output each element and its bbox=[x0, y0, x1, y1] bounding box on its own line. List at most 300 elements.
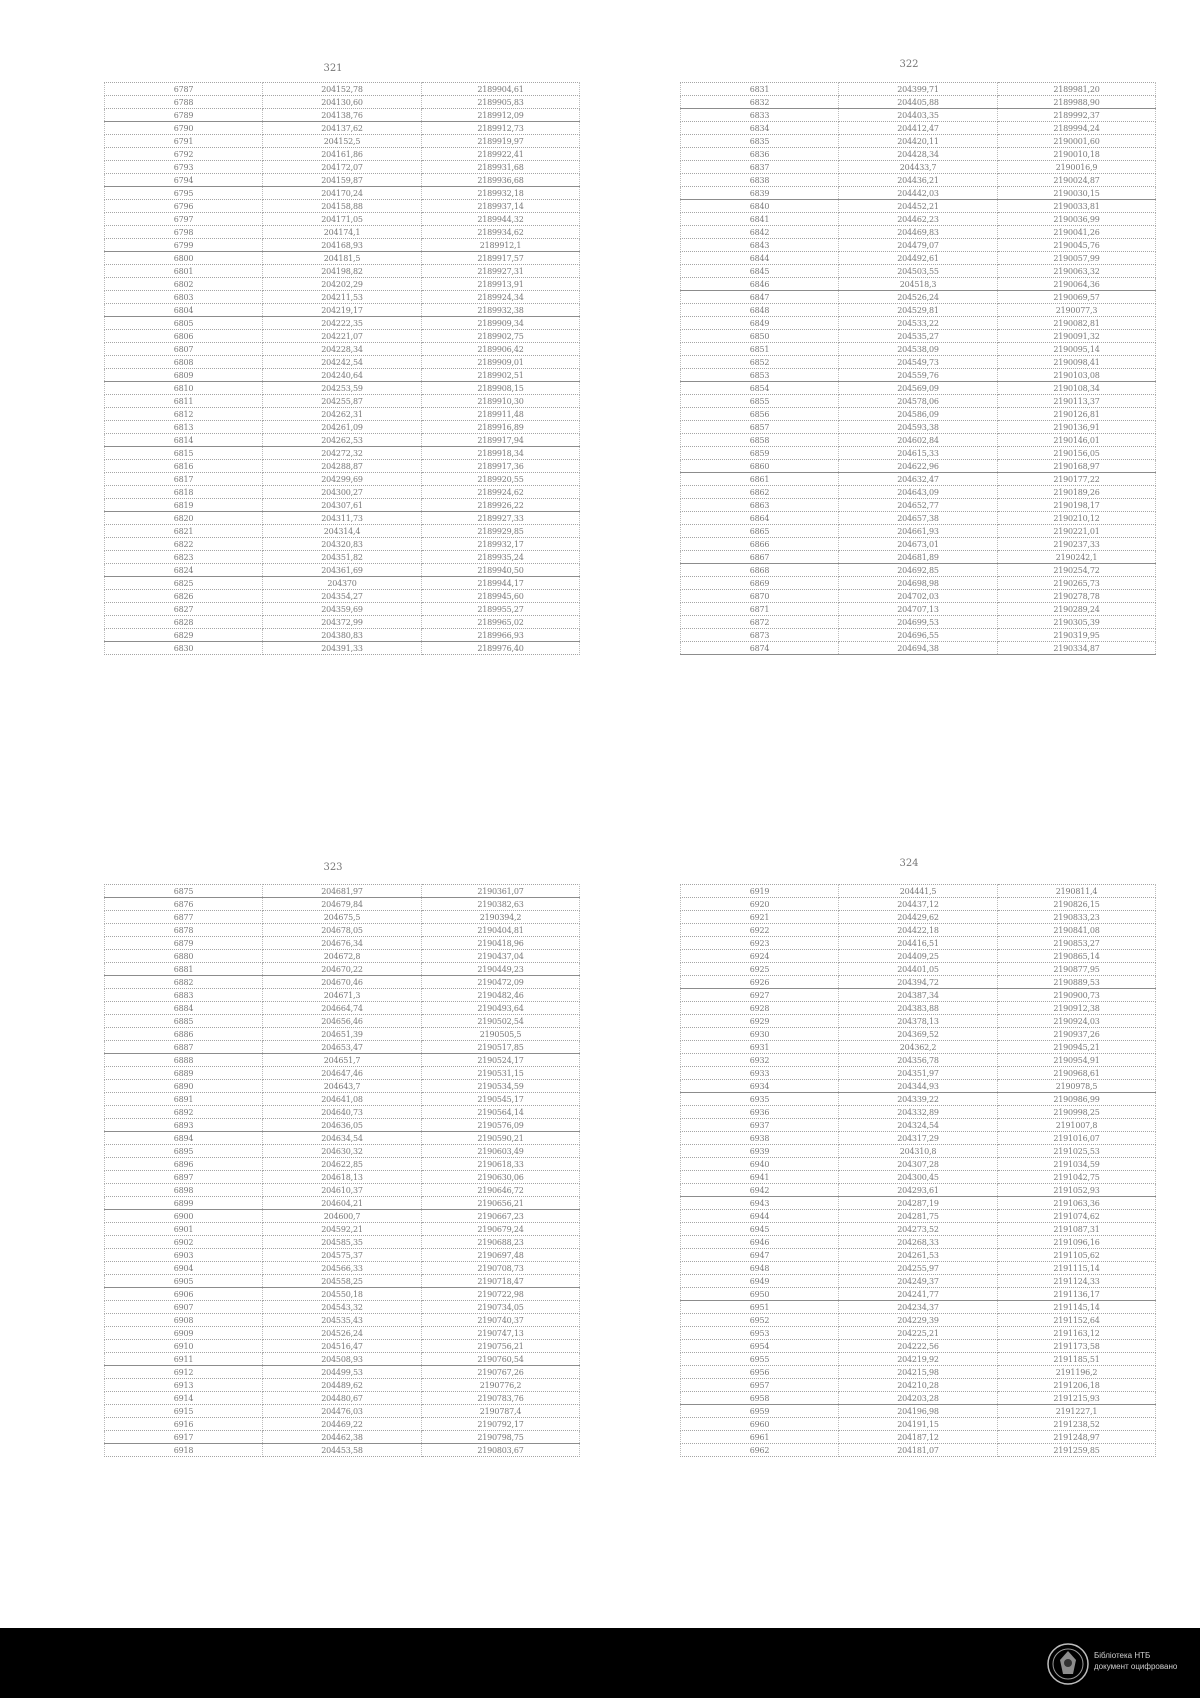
y-coordinate-cell: 2190688,23 bbox=[422, 1236, 580, 1249]
point-number-cell: 6818 bbox=[105, 486, 263, 499]
y-coordinate-cell: 2189934,62 bbox=[422, 226, 580, 239]
y-coordinate-cell: 2190057,99 bbox=[998, 252, 1156, 265]
point-number-cell: 6953 bbox=[681, 1327, 839, 1340]
point-number-cell: 6904 bbox=[105, 1262, 263, 1275]
y-coordinate-cell: 2190841,08 bbox=[998, 924, 1156, 937]
point-number-cell: 6931 bbox=[681, 1041, 839, 1054]
y-coordinate-cell: 2189966,93 bbox=[422, 629, 580, 642]
table-row bbox=[105, 174, 580, 187]
x-coordinate-cell: 204181,07 bbox=[839, 1444, 998, 1457]
table-row bbox=[681, 1145, 1156, 1158]
x-coordinate-cell: 204469,22 bbox=[263, 1418, 422, 1431]
table-row bbox=[681, 1431, 1156, 1444]
table-row bbox=[681, 460, 1156, 473]
point-number-cell: 6800 bbox=[105, 252, 263, 265]
table-row bbox=[105, 408, 580, 421]
table-row bbox=[681, 447, 1156, 460]
x-coordinate-cell: 204262,31 bbox=[263, 408, 422, 421]
table-row bbox=[105, 278, 580, 291]
point-number-cell: 6875 bbox=[105, 885, 263, 898]
y-coordinate-cell: 2190472,09 bbox=[422, 976, 580, 989]
x-coordinate-cell: 204476,03 bbox=[263, 1405, 422, 1418]
y-coordinate-cell: 2190126,81 bbox=[998, 408, 1156, 421]
table-row bbox=[681, 950, 1156, 963]
table-row bbox=[105, 1015, 580, 1028]
point-number-cell: 6915 bbox=[105, 1405, 263, 1418]
table-row bbox=[681, 421, 1156, 434]
table-row bbox=[681, 538, 1156, 551]
x-coordinate-cell: 204255,97 bbox=[839, 1262, 998, 1275]
x-coordinate-cell: 204351,82 bbox=[263, 551, 422, 564]
y-coordinate-cell: 2190853,27 bbox=[998, 937, 1156, 950]
table-row bbox=[681, 963, 1156, 976]
table-row bbox=[681, 1262, 1156, 1275]
y-coordinate-cell: 2190242,1 bbox=[998, 551, 1156, 564]
y-coordinate-cell: 2189955,27 bbox=[422, 603, 580, 616]
table-row bbox=[105, 911, 580, 924]
y-coordinate-cell: 2190045,76 bbox=[998, 239, 1156, 252]
table-row bbox=[105, 989, 580, 1002]
x-coordinate-cell: 204362,2 bbox=[839, 1041, 998, 1054]
y-coordinate-cell: 2190394,2 bbox=[422, 911, 580, 924]
y-coordinate-cell: 2189922,41 bbox=[422, 148, 580, 161]
x-coordinate-cell: 204152,5 bbox=[263, 135, 422, 148]
table-row bbox=[105, 187, 580, 200]
point-number-cell: 6929 bbox=[681, 1015, 839, 1028]
x-coordinate-cell: 204241,77 bbox=[839, 1288, 998, 1301]
x-coordinate-cell: 204253,59 bbox=[263, 382, 422, 395]
y-coordinate-cell: 2190679,24 bbox=[422, 1223, 580, 1236]
point-number-cell: 6954 bbox=[681, 1340, 839, 1353]
point-number-cell: 6945 bbox=[681, 1223, 839, 1236]
y-coordinate-cell: 2191074,62 bbox=[998, 1210, 1156, 1223]
table-row bbox=[105, 1054, 580, 1067]
table-row bbox=[681, 1301, 1156, 1314]
point-number-cell: 6830 bbox=[105, 642, 263, 655]
point-number-cell: 6819 bbox=[105, 499, 263, 512]
point-number-cell: 6816 bbox=[105, 460, 263, 473]
y-coordinate-cell: 2191145,14 bbox=[998, 1301, 1156, 1314]
library-seal-icon bbox=[1046, 1642, 1090, 1686]
x-coordinate-cell: 204636,05 bbox=[263, 1119, 422, 1132]
table-row bbox=[681, 512, 1156, 525]
table-row bbox=[105, 1145, 580, 1158]
point-number-cell: 6899 bbox=[105, 1197, 263, 1210]
table-row bbox=[681, 499, 1156, 512]
table-row bbox=[681, 1028, 1156, 1041]
x-coordinate-cell: 204441,5 bbox=[839, 885, 998, 898]
x-coordinate-cell: 204469,83 bbox=[839, 226, 998, 239]
table-row bbox=[105, 1210, 580, 1223]
table-row bbox=[681, 356, 1156, 369]
table-row bbox=[105, 1171, 580, 1184]
y-coordinate-cell: 2191034,59 bbox=[998, 1158, 1156, 1171]
point-number-cell: 6868 bbox=[681, 564, 839, 577]
y-coordinate-cell: 2189927,33 bbox=[422, 512, 580, 525]
point-number-cell: 6827 bbox=[105, 603, 263, 616]
y-coordinate-cell: 2190289,24 bbox=[998, 603, 1156, 616]
point-number-cell: 6823 bbox=[105, 551, 263, 564]
table-row bbox=[681, 976, 1156, 989]
point-number-cell: 6855 bbox=[681, 395, 839, 408]
x-coordinate-cell: 204437,12 bbox=[839, 898, 998, 911]
y-coordinate-cell: 2191052,93 bbox=[998, 1184, 1156, 1197]
point-number-cell: 6789 bbox=[105, 109, 263, 122]
point-number-cell: 6918 bbox=[105, 1444, 263, 1457]
table-row bbox=[681, 1041, 1156, 1054]
point-number-cell: 6895 bbox=[105, 1145, 263, 1158]
y-coordinate-cell: 2189912,1 bbox=[422, 239, 580, 252]
y-coordinate-cell: 2189929,85 bbox=[422, 525, 580, 538]
point-number-cell: 6802 bbox=[105, 278, 263, 291]
table-row bbox=[105, 200, 580, 213]
x-coordinate-cell: 204203,28 bbox=[839, 1392, 998, 1405]
footer-caption bbox=[1094, 1650, 1184, 1672]
y-coordinate-cell: 2190001,60 bbox=[998, 135, 1156, 148]
y-coordinate-cell: 2190098,41 bbox=[998, 356, 1156, 369]
x-coordinate-cell: 204354,27 bbox=[263, 590, 422, 603]
point-number-cell: 6959 bbox=[681, 1405, 839, 1418]
table-row bbox=[105, 1327, 580, 1340]
table-row bbox=[681, 96, 1156, 109]
table-row bbox=[681, 1405, 1156, 1418]
table-row bbox=[105, 1197, 580, 1210]
x-coordinate-cell: 204273,52 bbox=[839, 1223, 998, 1236]
x-coordinate-cell: 204692,85 bbox=[839, 564, 998, 577]
table-row bbox=[105, 1223, 580, 1236]
y-coordinate-cell: 2189908,15 bbox=[422, 382, 580, 395]
table-row bbox=[105, 1067, 580, 1080]
point-number-cell: 6956 bbox=[681, 1366, 839, 1379]
point-number-cell: 6841 bbox=[681, 213, 839, 226]
x-coordinate-cell: 204559,76 bbox=[839, 369, 998, 382]
table-row bbox=[681, 109, 1156, 122]
table-row bbox=[105, 109, 580, 122]
table-row bbox=[681, 473, 1156, 486]
table-row bbox=[105, 1405, 580, 1418]
x-coordinate-cell: 204288,87 bbox=[263, 460, 422, 473]
point-number-cell: 6861 bbox=[681, 473, 839, 486]
table-row bbox=[681, 1418, 1156, 1431]
y-coordinate-cell: 2190156,05 bbox=[998, 447, 1156, 460]
table-row bbox=[681, 525, 1156, 538]
table-row bbox=[681, 629, 1156, 642]
x-coordinate-cell: 204229,39 bbox=[839, 1314, 998, 1327]
point-number-cell: 6888 bbox=[105, 1054, 263, 1067]
y-coordinate-cell: 2189920,55 bbox=[422, 473, 580, 486]
point-number-cell: 6798 bbox=[105, 226, 263, 239]
y-coordinate-cell: 2190760,54 bbox=[422, 1353, 580, 1366]
point-number-cell: 6913 bbox=[105, 1379, 263, 1392]
y-coordinate-cell: 2191016,07 bbox=[998, 1132, 1156, 1145]
table-row bbox=[105, 1418, 580, 1431]
y-coordinate-cell: 2190103,08 bbox=[998, 369, 1156, 382]
table-row bbox=[681, 226, 1156, 239]
x-coordinate-cell: 204538,09 bbox=[839, 343, 998, 356]
point-number-cell: 6863 bbox=[681, 499, 839, 512]
table-row bbox=[681, 885, 1156, 898]
y-coordinate-cell: 2190803,67 bbox=[422, 1444, 580, 1457]
y-coordinate-cell: 2190998,25 bbox=[998, 1106, 1156, 1119]
x-coordinate-cell: 204566,33 bbox=[263, 1262, 422, 1275]
y-coordinate-cell: 2190912,38 bbox=[998, 1002, 1156, 1015]
table-row bbox=[105, 148, 580, 161]
x-coordinate-cell: 204600,7 bbox=[263, 1210, 422, 1223]
point-number-cell: 6825 bbox=[105, 577, 263, 590]
x-coordinate-cell: 204344,93 bbox=[839, 1080, 998, 1093]
table-row bbox=[681, 1119, 1156, 1132]
page-number: 321 bbox=[323, 63, 343, 74]
table-row bbox=[105, 239, 580, 252]
table-row bbox=[105, 330, 580, 343]
x-coordinate-cell: 204452,21 bbox=[839, 200, 998, 213]
y-coordinate-cell: 2191227,1 bbox=[998, 1405, 1156, 1418]
y-coordinate-cell: 2189965,02 bbox=[422, 616, 580, 629]
table-row bbox=[105, 395, 580, 408]
point-number-cell: 6952 bbox=[681, 1314, 839, 1327]
x-coordinate-cell: 204221,07 bbox=[263, 330, 422, 343]
table-row bbox=[681, 1210, 1156, 1223]
x-coordinate-cell: 204480,67 bbox=[263, 1392, 422, 1405]
x-coordinate-cell: 204369,52 bbox=[839, 1028, 998, 1041]
point-number-cell: 6832 bbox=[681, 96, 839, 109]
x-coordinate-cell: 204339,22 bbox=[839, 1093, 998, 1106]
point-number-cell: 6846 bbox=[681, 278, 839, 291]
y-coordinate-cell: 2189924,34 bbox=[422, 291, 580, 304]
table-row bbox=[105, 1353, 580, 1366]
page-number: 322 bbox=[899, 59, 919, 70]
table-row bbox=[681, 1171, 1156, 1184]
x-coordinate-cell: 204575,37 bbox=[263, 1249, 422, 1262]
x-coordinate-cell: 204681,97 bbox=[263, 885, 422, 898]
table-row bbox=[681, 1184, 1156, 1197]
x-coordinate-cell: 204569,09 bbox=[839, 382, 998, 395]
x-coordinate-cell: 204632,47 bbox=[839, 473, 998, 486]
y-coordinate-cell: 2189926,22 bbox=[422, 499, 580, 512]
x-coordinate-cell: 204503,55 bbox=[839, 265, 998, 278]
table-row bbox=[681, 1444, 1156, 1457]
x-coordinate-cell: 204261,09 bbox=[263, 421, 422, 434]
y-coordinate-cell: 2190437,04 bbox=[422, 950, 580, 963]
point-number-cell: 6871 bbox=[681, 603, 839, 616]
table-row bbox=[681, 369, 1156, 382]
point-number-cell: 6885 bbox=[105, 1015, 263, 1028]
y-coordinate-cell: 2190449,23 bbox=[422, 963, 580, 976]
x-coordinate-cell: 204518,3 bbox=[839, 278, 998, 291]
y-coordinate-cell: 2190734,05 bbox=[422, 1301, 580, 1314]
point-number-cell: 6914 bbox=[105, 1392, 263, 1405]
point-number-cell: 6927 bbox=[681, 989, 839, 1002]
table-row bbox=[105, 161, 580, 174]
table-row bbox=[681, 83, 1156, 96]
point-number-cell: 6944 bbox=[681, 1210, 839, 1223]
point-number-cell: 6905 bbox=[105, 1275, 263, 1288]
point-number-cell: 6843 bbox=[681, 239, 839, 252]
coordinate-table bbox=[104, 884, 580, 1457]
y-coordinate-cell: 2190646,72 bbox=[422, 1184, 580, 1197]
point-number-cell: 6911 bbox=[105, 1353, 263, 1366]
x-coordinate-cell: 204181,5 bbox=[263, 252, 422, 265]
point-number-cell: 6960 bbox=[681, 1418, 839, 1431]
table-row bbox=[105, 1340, 580, 1353]
point-number-cell: 6839 bbox=[681, 187, 839, 200]
point-number-cell: 6880 bbox=[105, 950, 263, 963]
y-coordinate-cell: 2190767,26 bbox=[422, 1366, 580, 1379]
point-number-cell: 6801 bbox=[105, 265, 263, 278]
point-number-cell: 6951 bbox=[681, 1301, 839, 1314]
y-coordinate-cell: 2189906,42 bbox=[422, 343, 580, 356]
x-coordinate-cell: 204332,89 bbox=[839, 1106, 998, 1119]
table-row bbox=[105, 473, 580, 486]
table-row bbox=[105, 525, 580, 538]
table-row bbox=[681, 213, 1156, 226]
point-number-cell: 6935 bbox=[681, 1093, 839, 1106]
point-number-cell: 6787 bbox=[105, 83, 263, 96]
x-coordinate-cell: 204300,27 bbox=[263, 486, 422, 499]
table-row bbox=[105, 924, 580, 937]
y-coordinate-cell: 2190954,91 bbox=[998, 1054, 1156, 1067]
point-number-cell: 6815 bbox=[105, 447, 263, 460]
point-number-cell: 6919 bbox=[681, 885, 839, 898]
point-number-cell: 6842 bbox=[681, 226, 839, 239]
table-row bbox=[681, 252, 1156, 265]
y-coordinate-cell: 2189931,68 bbox=[422, 161, 580, 174]
x-coordinate-cell: 204429,62 bbox=[839, 911, 998, 924]
y-coordinate-cell: 2190937,26 bbox=[998, 1028, 1156, 1041]
point-number-cell: 6860 bbox=[681, 460, 839, 473]
table-row bbox=[105, 564, 580, 577]
y-coordinate-cell: 2190146,01 bbox=[998, 434, 1156, 447]
table-row bbox=[105, 1301, 580, 1314]
y-coordinate-cell: 2190168,97 bbox=[998, 460, 1156, 473]
point-number-cell: 6889 bbox=[105, 1067, 263, 1080]
table-row bbox=[105, 898, 580, 911]
y-coordinate-cell: 2190517,85 bbox=[422, 1041, 580, 1054]
x-coordinate-cell: 204299,69 bbox=[263, 473, 422, 486]
y-coordinate-cell: 2190505,5 bbox=[422, 1028, 580, 1041]
table-row bbox=[105, 1444, 580, 1457]
x-coordinate-cell: 204535,43 bbox=[263, 1314, 422, 1327]
x-coordinate-cell: 204378,13 bbox=[839, 1015, 998, 1028]
table-row bbox=[681, 1353, 1156, 1366]
x-coordinate-cell: 204287,19 bbox=[839, 1197, 998, 1210]
y-coordinate-cell: 2190033,81 bbox=[998, 200, 1156, 213]
y-coordinate-cell: 2190900,73 bbox=[998, 989, 1156, 1002]
footer-line-2: документ оцифровано bbox=[1094, 1662, 1178, 1671]
table-row bbox=[681, 924, 1156, 937]
point-number-cell: 6866 bbox=[681, 538, 839, 551]
x-coordinate-cell: 204634,54 bbox=[263, 1132, 422, 1145]
table-row bbox=[681, 161, 1156, 174]
table-row bbox=[681, 642, 1156, 655]
table-row bbox=[681, 1314, 1156, 1327]
x-coordinate-cell: 204604,21 bbox=[263, 1197, 422, 1210]
y-coordinate-cell: 2189940,50 bbox=[422, 564, 580, 577]
y-coordinate-cell: 2190783,76 bbox=[422, 1392, 580, 1405]
y-coordinate-cell: 2190010,18 bbox=[998, 148, 1156, 161]
x-coordinate-cell: 204159,87 bbox=[263, 174, 422, 187]
y-coordinate-cell: 2190305,39 bbox=[998, 616, 1156, 629]
table-row bbox=[105, 976, 580, 989]
table-row bbox=[105, 1314, 580, 1327]
point-number-cell: 6948 bbox=[681, 1262, 839, 1275]
table-row bbox=[681, 486, 1156, 499]
y-coordinate-cell: 2190564,14 bbox=[422, 1106, 580, 1119]
y-coordinate-cell: 2191206,18 bbox=[998, 1379, 1156, 1392]
point-number-cell: 6923 bbox=[681, 937, 839, 950]
y-coordinate-cell: 2190630,06 bbox=[422, 1171, 580, 1184]
table-row bbox=[681, 265, 1156, 278]
point-number-cell: 6949 bbox=[681, 1275, 839, 1288]
y-coordinate-cell: 2191105,62 bbox=[998, 1249, 1156, 1262]
point-number-cell: 6850 bbox=[681, 330, 839, 343]
x-coordinate-cell: 204170,24 bbox=[263, 187, 422, 200]
table-row bbox=[681, 1080, 1156, 1093]
point-number-cell: 6962 bbox=[681, 1444, 839, 1457]
point-number-cell: 6833 bbox=[681, 109, 839, 122]
point-number-cell: 6852 bbox=[681, 356, 839, 369]
x-coordinate-cell: 204314,4 bbox=[263, 525, 422, 538]
table-row bbox=[681, 382, 1156, 395]
x-coordinate-cell: 204647,46 bbox=[263, 1067, 422, 1080]
point-number-cell: 6893 bbox=[105, 1119, 263, 1132]
x-coordinate-cell: 204401,05 bbox=[839, 963, 998, 976]
point-number-cell: 6809 bbox=[105, 369, 263, 382]
x-coordinate-cell: 204234,37 bbox=[839, 1301, 998, 1314]
table-row bbox=[105, 885, 580, 898]
table-row bbox=[105, 937, 580, 950]
y-coordinate-cell: 2191096,16 bbox=[998, 1236, 1156, 1249]
table-row bbox=[105, 1366, 580, 1379]
table-row bbox=[681, 1132, 1156, 1145]
x-coordinate-cell: 204191,15 bbox=[839, 1418, 998, 1431]
x-coordinate-cell: 204202,29 bbox=[263, 278, 422, 291]
table-row bbox=[105, 291, 580, 304]
table-row bbox=[681, 937, 1156, 950]
point-number-cell: 6877 bbox=[105, 911, 263, 924]
point-number-cell: 6957 bbox=[681, 1379, 839, 1392]
point-number-cell: 6909 bbox=[105, 1327, 263, 1340]
point-number-cell: 6854 bbox=[681, 382, 839, 395]
table-row bbox=[681, 278, 1156, 291]
scan-footer-bar bbox=[0, 1628, 1200, 1698]
x-coordinate-cell: 204681,89 bbox=[839, 551, 998, 564]
y-coordinate-cell: 2189917,36 bbox=[422, 460, 580, 473]
table-row bbox=[681, 603, 1156, 616]
x-coordinate-cell: 204405,88 bbox=[839, 96, 998, 109]
y-coordinate-cell: 2190826,15 bbox=[998, 898, 1156, 911]
point-number-cell: 6938 bbox=[681, 1132, 839, 1145]
x-coordinate-cell: 204585,35 bbox=[263, 1236, 422, 1249]
point-number-cell: 6924 bbox=[681, 950, 839, 963]
y-coordinate-cell: 2191007,8 bbox=[998, 1119, 1156, 1132]
x-coordinate-cell: 204640,73 bbox=[263, 1106, 422, 1119]
point-number-cell: 6822 bbox=[105, 538, 263, 551]
table-row bbox=[681, 434, 1156, 447]
point-number-cell: 6936 bbox=[681, 1106, 839, 1119]
y-coordinate-cell: 2190618,33 bbox=[422, 1158, 580, 1171]
x-coordinate-cell: 204370 bbox=[263, 577, 422, 590]
y-coordinate-cell: 2190531,15 bbox=[422, 1067, 580, 1080]
table-row bbox=[681, 200, 1156, 213]
x-coordinate-cell: 204391,33 bbox=[263, 642, 422, 655]
y-coordinate-cell: 2190889,53 bbox=[998, 976, 1156, 989]
table-row bbox=[681, 577, 1156, 590]
y-coordinate-cell: 2190545,17 bbox=[422, 1093, 580, 1106]
table-row bbox=[105, 1106, 580, 1119]
y-coordinate-cell: 2190418,96 bbox=[422, 937, 580, 950]
x-coordinate-cell: 204152,78 bbox=[263, 83, 422, 96]
